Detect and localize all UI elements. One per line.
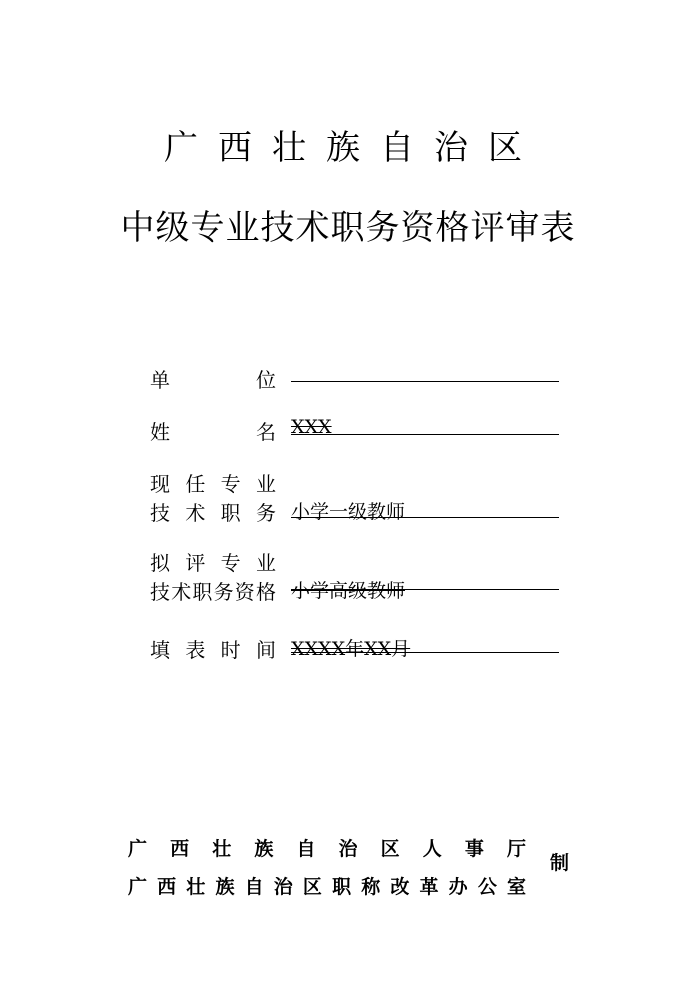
name-label: 姓 名 (150, 420, 276, 444)
proposed-title-underline (291, 589, 559, 590)
title-region: 广西壮族自治区 (164, 128, 542, 168)
current-title-label-line2: 技术职务 (150, 501, 276, 525)
title-form-name: 中级专业技术职务资格评审表 (120, 208, 576, 248)
date-value[interactable]: XXXX年XX月 (291, 638, 411, 660)
footer-issued-by: 制 (550, 852, 570, 874)
proposed-title-label-line1: 拟评专业 (150, 551, 276, 575)
name-value[interactable]: XXX (291, 416, 332, 438)
unit-label: 单 位 (150, 368, 276, 392)
footer-issuer-1: 广西壮族自治区人事厅 (128, 838, 526, 860)
unit-underline (291, 381, 559, 382)
date-label: 填表时间 (150, 638, 276, 662)
proposed-title-label-line2: 技术职务资格 (150, 580, 276, 604)
date-underline (291, 652, 559, 653)
current-title-value[interactable]: 小学一级教师 (291, 501, 406, 523)
current-title-label-line1: 现任专业 (150, 472, 276, 496)
proposed-title-value[interactable]: 小学高级教师 (291, 580, 406, 602)
footer-issuer-2: 广西壮族自治区职称改革办公室 (128, 876, 526, 898)
name-underline (291, 434, 559, 435)
current-title-underline (291, 517, 559, 518)
